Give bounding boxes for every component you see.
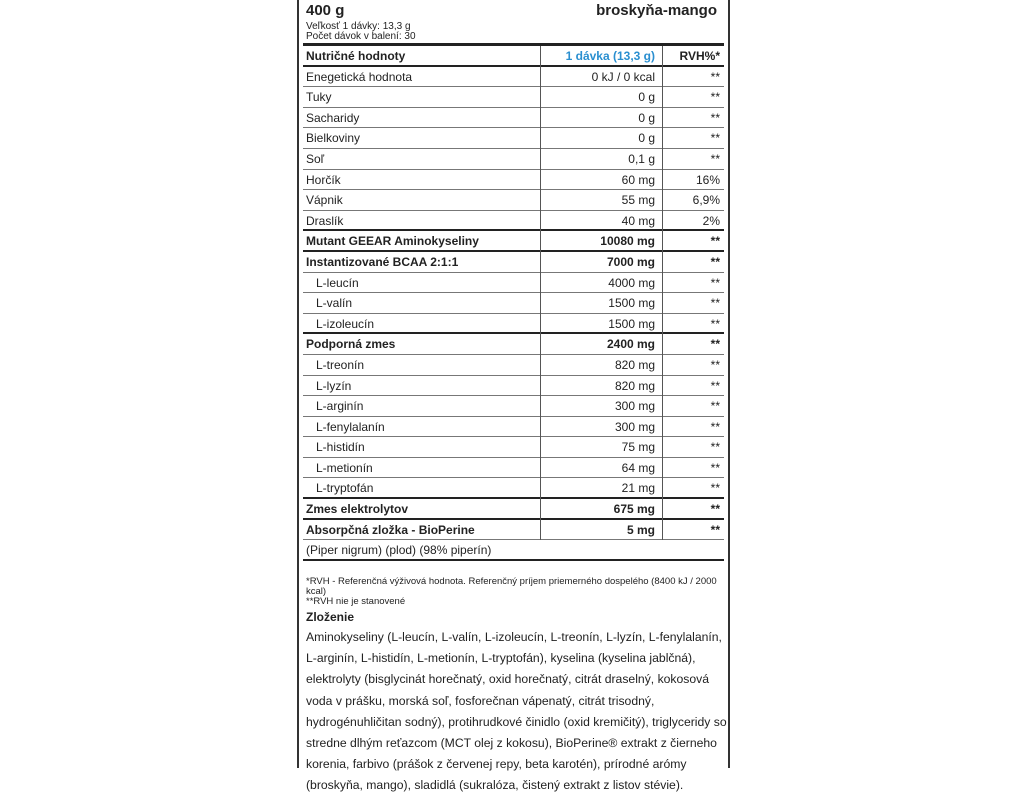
ingredients-line: korenia, farbivo (prášok z červenej repy, beta karotén), prírodné arómy (306, 757, 687, 772)
nutrient-amount: 55 mg (621, 193, 655, 208)
table-row (303, 231, 724, 252)
nutrient-rvh: 6,9% (692, 193, 720, 208)
nutrient-name: Absorpčná zložka - BioPerine (306, 522, 475, 537)
nutrient-rvh: ** (710, 234, 720, 249)
ingredients-line: hydrogénuhličitan sodný), protihrudkové činidlo (oxid kremičitý), triglyceridy so (306, 714, 727, 729)
nutrient-name: L-histidín (316, 440, 365, 455)
table-row (303, 478, 724, 499)
table-row (303, 437, 724, 458)
nutrient-amount: 10080 mg (600, 234, 655, 249)
table-row (303, 149, 724, 170)
ingredients-title: Zloženie (306, 610, 355, 624)
nutrient-rvh: ** (710, 378, 720, 393)
table-row (303, 87, 724, 108)
nutrient-rvh: 2% (702, 213, 720, 228)
nutrient-rvh: ** (710, 90, 720, 105)
ingredients-line: L-arginín, L-histidín, L-metionín, L-tryptofán), kyselina (kyselina jablčná), (306, 651, 696, 666)
nutrient-amount: 21 mg (621, 481, 655, 496)
nutrient-name: L-tryptofán (316, 481, 374, 496)
nutrient-rvh: ** (710, 110, 720, 125)
table-header-row (303, 46, 724, 67)
nutrient-rvh: ** (710, 254, 720, 269)
nutrient-rvh: ** (710, 151, 720, 166)
nutrient-rvh: ** (710, 131, 720, 146)
nutrient-rvh: 16% (695, 172, 720, 187)
nutrient-amount: 0 g (638, 90, 655, 105)
table-row (303, 67, 724, 88)
table-row (303, 376, 724, 397)
table-row (303, 293, 724, 314)
nutrient-amount: 64 mg (621, 460, 655, 475)
table-row (303, 417, 724, 438)
table-row (303, 355, 724, 376)
nutrient-amount: 820 mg (614, 378, 655, 393)
serving-size: Veľkosť 1 dávky: 13,3 g (306, 21, 411, 32)
nutrient-name: Mutant GEEAR Aminokyseliny (306, 234, 479, 249)
label-header (299, 0, 728, 42)
ingredients-line: Aminokyseliny (L-leucín, L-valín, L-izoleucín, L-treonín, L-lyzín, L-fenylalanín, (306, 630, 722, 644)
nutrient-rvh: ** (710, 460, 720, 475)
ingredients-line: voda v prášku, morská soľ, fosforečnan vápenatý, citrát trisodný, (306, 693, 655, 708)
table-row (303, 190, 724, 211)
nutrient-amount: 300 mg (614, 419, 655, 434)
nutrient-amount: 675 mg (613, 502, 655, 517)
nutrient-rvh: ** (710, 502, 720, 517)
nutrient-amount: 7000 mg (606, 254, 655, 269)
nutrient-rvh: ** (710, 419, 720, 434)
nutrient-amount: 60 mg (621, 172, 655, 187)
flavor-name: broskyňa-mango (596, 2, 717, 19)
nutrient-name: Enegetická hodnota (306, 69, 413, 84)
table-row (303, 314, 724, 335)
table-row (303, 540, 724, 561)
nutrient-amount: 75 mg (621, 440, 655, 455)
table-row (303, 108, 724, 129)
nutrient-name: L-izoleucín (316, 316, 375, 331)
table-row (303, 334, 724, 355)
table-row (303, 128, 724, 149)
nutrient-name: Soľ (306, 151, 325, 166)
nutrient-amount: 5 mg (626, 522, 655, 537)
nutrient-amount: 0 g (638, 131, 655, 146)
nutrient-rvh: ** (710, 316, 720, 331)
table-row (303, 273, 724, 294)
nutrient-rvh: ** (710, 69, 720, 84)
nutrient-name: L-leucín (316, 275, 359, 290)
table-row (303, 211, 724, 232)
nutrient-amount: 0,1 g (628, 151, 655, 166)
nutrient-name: Sacharidy (306, 110, 360, 125)
nutrient-rvh: ** (710, 481, 720, 496)
table-row (303, 170, 724, 191)
nutrient-name: L-valín (316, 296, 353, 311)
nutrient-name: Instantizované BCAA 2:1:1 (306, 254, 459, 269)
nutrient-name: L-arginín (316, 399, 364, 414)
header-amount: 1 dávka (13,3 g) (565, 49, 655, 63)
nutrient-amount: 820 mg (614, 357, 655, 372)
nutrient-amount: 300 mg (614, 399, 655, 414)
package-weight: 400 g (306, 2, 345, 19)
rvh-footnote: *RVH - Referenčná výživová hodnota. Referenčný príjem priemerného dospelého (8400 kJ / 2000 kcal) (306, 576, 717, 597)
column-divider (662, 46, 663, 540)
nutrient-rvh: ** (710, 337, 720, 352)
table-row (303, 252, 724, 273)
nutrient-amount: 1500 mg (608, 316, 655, 331)
nutrient-rvh: ** (710, 296, 720, 311)
nutrient-name: Bielkoviny (306, 131, 361, 146)
nutrient-rvh: ** (710, 275, 720, 290)
header-name: Nutričné hodnoty (306, 49, 406, 63)
nutrient-name: L-treonín (316, 357, 365, 372)
rvh-not-set-footnote: **RVH nie je stanovené (306, 596, 406, 607)
nutrient-rvh: ** (710, 357, 720, 372)
table-body (303, 67, 724, 561)
nutrient-name: (Piper nigrum) (plod) (98% piperín) (306, 543, 492, 558)
table-row (303, 520, 724, 541)
table-row (303, 396, 724, 417)
nutrient-name: Draslík (306, 213, 344, 228)
nutrient-amount: 0 kJ / 0 kcal (591, 69, 655, 84)
ingredients-text (306, 627, 727, 797)
table-row (303, 458, 724, 479)
nutrient-rvh: ** (710, 522, 720, 537)
nutrient-amount: 0 g (638, 110, 655, 125)
nutrient-rvh: ** (710, 440, 720, 455)
nutrient-name: Zmes elektrolytov (306, 502, 409, 517)
ingredients-line: stredne dlhým reťazcom (MCT olej z kokosu), BioPerine® extrakt z čierneho (306, 736, 717, 751)
servings-per-pack: Počet dávok v balení: 30 (306, 31, 416, 42)
nutrient-name: Podporná zmes (306, 337, 396, 352)
table-row (303, 499, 724, 520)
nutrient-name: L-metionín (316, 460, 373, 475)
nutrient-name: Tuky (306, 90, 332, 105)
nutrient-name: Vápnik (306, 193, 343, 208)
nutrient-name: Horčík (306, 172, 341, 187)
nutrient-amount: 40 mg (621, 213, 655, 228)
header-rvh: RVH%* (679, 49, 720, 63)
nutrition-label (297, 0, 730, 793)
ingredients-line: (broskyňa, mango), sladidlá (sukralóza, čistený extrakt z listov stévie). (306, 778, 684, 793)
nutrient-rvh: ** (710, 399, 720, 414)
column-divider (540, 46, 541, 540)
nutrition-table (303, 46, 724, 561)
ingredients-line: elektrolyty (bisglycinát horečnatý, oxid horečnatý, citrát draselný, kokosová (306, 672, 710, 687)
nutrient-name: L-lyzín (316, 378, 352, 393)
nutrient-name: L-fenylalanín (316, 419, 385, 434)
nutrient-amount: 2400 mg (606, 337, 655, 352)
nutrient-amount: 4000 mg (608, 275, 655, 290)
nutrient-amount: 1500 mg (608, 296, 655, 311)
